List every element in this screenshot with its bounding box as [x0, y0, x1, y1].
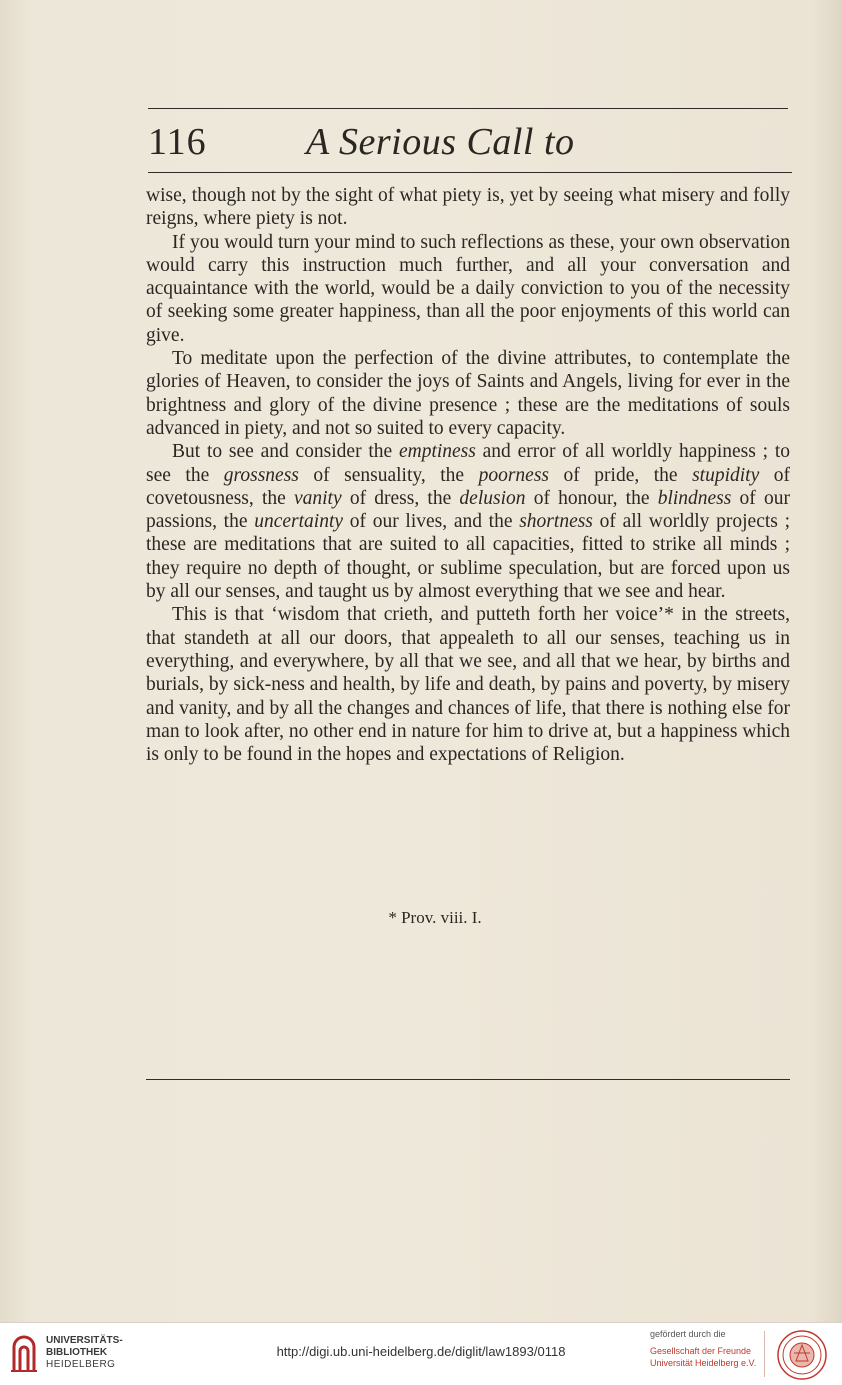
text-run: If you would turn your mind to such reflections as these, your own observation would carry this instruction much further, and all your conversation and acquaintance with the world, would be a daily conviction to you of the necessity of seeking some greater happiness, than all the poor enjoyments of this world can give. [146, 231, 790, 346]
university-seal-icon [776, 1329, 828, 1381]
italic-term: shortness [519, 511, 593, 533]
italic-term: uncertainty [254, 511, 344, 533]
italic-term: delusion [459, 487, 526, 509]
top-rule [148, 108, 788, 109]
paragraph [146, 231, 790, 347]
text-run: of pride, the [549, 464, 693, 486]
footnote: * Prov. viii. I. [388, 908, 482, 927]
italic-term: blindness [657, 487, 732, 509]
text-run: of all worldly projects ; these are meditations that are suited to all capacities, fitted to strike all minds ; they require no depth of thought, or sublime speculation, but are forced upon us by all our senses, and taught us by almost everything that we see and hear. [146, 511, 790, 603]
header-rule [148, 172, 792, 173]
text-run: But to see and consider the [172, 441, 399, 463]
text-run: of our lives, and the [343, 511, 520, 533]
library-line-2: BIBLIOTHEK [46, 1347, 108, 1358]
paragraph [146, 184, 790, 231]
bottom-rule [146, 1079, 790, 1080]
running-title: A Serious Call to [306, 121, 575, 163]
paragraph [146, 440, 790, 603]
text-run: To meditate upon the perfection of the divine attributes, to contemplate the glories of Heaven, to consider the joys of Saints and Angels, living for ever in the brightness and glory of the divine presence ; these are the meditations of souls advanced in piety, and not so suited to every capacity. [146, 348, 790, 439]
viewer-footer [0, 1322, 842, 1385]
italic-term: vanity [293, 487, 342, 509]
italic-term: grossness [223, 464, 299, 486]
text-run: of our passions, the [146, 487, 790, 533]
sponsor-name [650, 1345, 760, 1369]
text-run: This is that ‘wisdom that crieth, and putteth forth her voice’* in the streets, that standeth at all our doors, that appealeth to all our senses, teaching us in everything, and everywhere, by all that we see, and all that we hear, by births and burials, by sick-ness and health, by life and death, by pains and poverty, by misery and vanity, and by all the changes and chances of life, that there is nothing else for man to look after, no other end in nature for him to drive at, but a happiness which is only to be found in the hopes and expectations of Religion. [146, 604, 790, 766]
page-number: 116 [148, 121, 207, 163]
text-run: of dress, the [341, 487, 460, 509]
text-run: wise, though not by the sight of what piety is, yet by seeing what misery and folly reigns, where piety is not. [146, 185, 790, 230]
sponsor-divider [764, 1331, 765, 1377]
italic-term: stupidity [692, 464, 760, 486]
library-line-1: UNIVERSITÄTS- [46, 1335, 123, 1346]
body-text [146, 184, 790, 766]
library-line-3: HEIDELBERG [46, 1359, 116, 1370]
italic-term: poorness [478, 464, 550, 486]
text-run: of sensuality, the [298, 464, 479, 486]
text-run: and error of all worldly happiness ; to see the [146, 441, 791, 486]
text-run: of honour, the [525, 487, 658, 509]
permalink-url[interactable]: http://digi.ub.uni-heidelberg.de/diglit/law1893/0118 [276, 1344, 566, 1359]
paragraph [146, 603, 790, 766]
text-run: of covetousness, the [146, 464, 791, 509]
page-header [148, 118, 788, 170]
paragraph [146, 347, 790, 440]
sponsor-line-2: Universität Heidelberg e.V. [650, 1358, 757, 1368]
italic-term: emptiness [398, 441, 476, 463]
sponsor-label: gefördert durch die [650, 1329, 726, 1339]
sponsor-line-1: Gesellschaft der Freunde [650, 1346, 752, 1356]
